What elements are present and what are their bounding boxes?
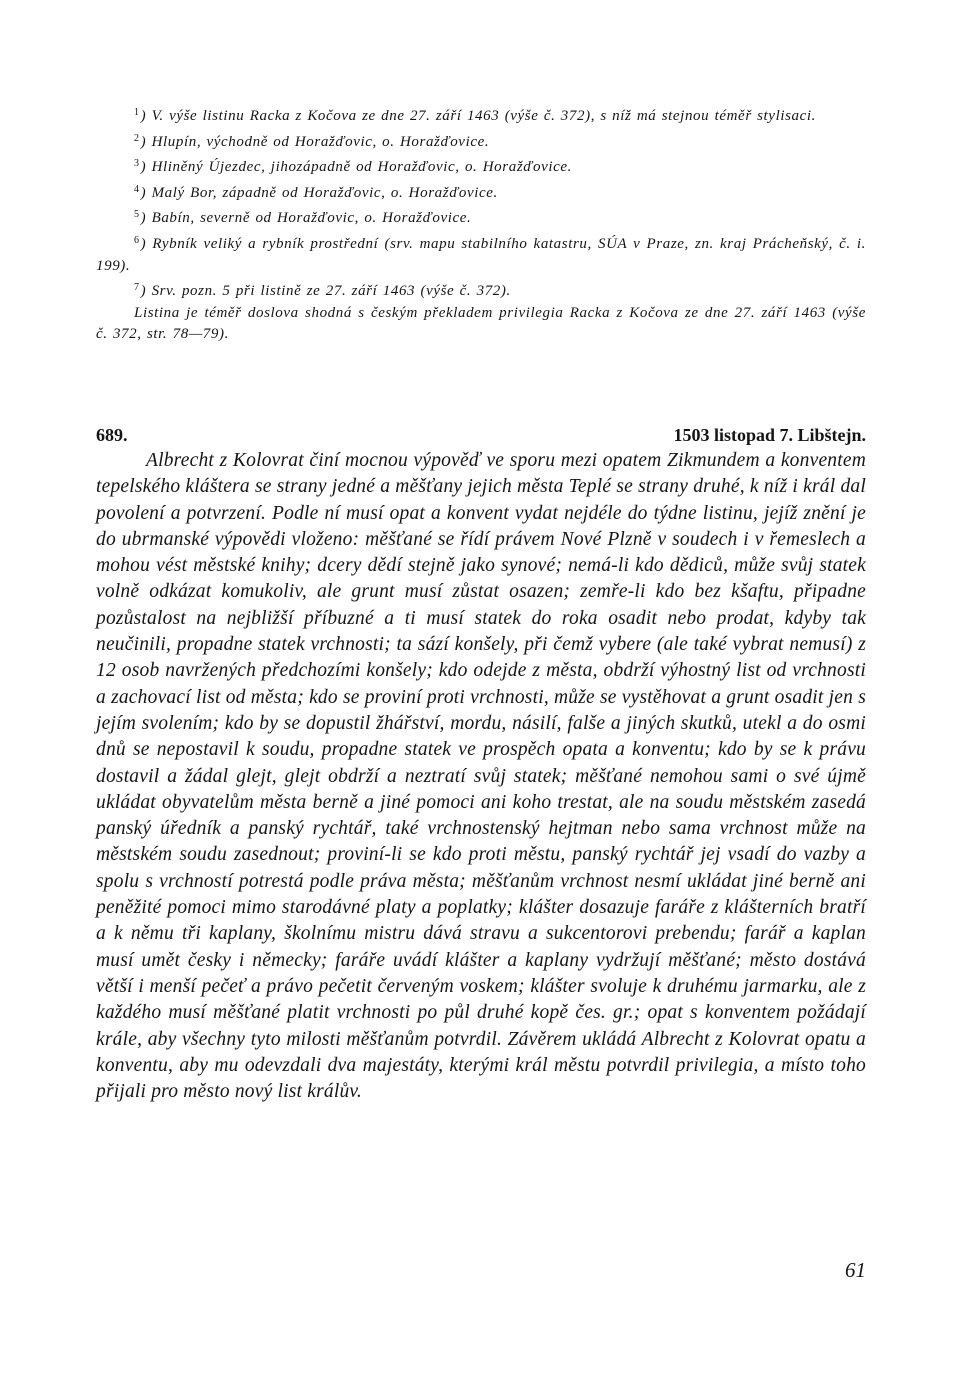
document-date-place: 1503 listopad 7. Libštejn. [673, 425, 866, 445]
footnote-text: Babín, severně od Horažďovic, o. Horažďovice. [151, 210, 472, 227]
footnote-mark: 3 [134, 158, 140, 170]
footnote-mark: 4 [134, 183, 140, 195]
footnote-text: Hliněný Újezdec, jihozápadně od Horažďovic, o. Horažďovice. [151, 159, 572, 176]
footnote-mark: 6 [134, 234, 140, 246]
footnote-text: Rybník veliký a rybník prostřední (srv. mapu stabilního katastru, SÚA v Praze, zn. kraj Prácheňský, č. i. 199). [96, 235, 867, 274]
footnote-text: V. výše listinu Racka z Kočova ze dne 27. září 1463 (výše č. 372), s níž má stejnou téměř stylisaci. [151, 108, 817, 124]
footnote-text: Srv. pozn. 5 při listině ze 27. září 1463 (výše č. 372). [151, 283, 511, 300]
footnote-text: Malý Bor, západně od Horažďovic, o. Horažďovice. [151, 184, 498, 201]
editorial-note: Listina je téměř doslova shodná s českým překladem privilegia Racka z Kočova ze dne 27. září 1463 (výše č. 372, str. 78—79). [96, 304, 866, 343]
footnote-7: $^7$) Srv. pozn. 5 při listině ze 27. září 1463 (výše č. 372). [134, 282, 511, 300]
footnote-5: $^5$) Babín, severně od Horažďovic, o. Horažďovice. [134, 209, 472, 227]
footnote-mark: 1 [134, 107, 140, 118]
document-heading [96, 423, 866, 447]
footnote-text: Hlupín, východně od Horažďovic, o. Horažďovice. [151, 133, 490, 150]
footnote-2: $^2$) Hlupín, východně od Horažďovic, o. Horažďovice. [134, 132, 490, 150]
footnote-6: $^6$) Rybník veliký a rybník prostřední (srv. mapu stabilního katastru, SÚA v Praze, zn. kraj Prácheňský, č. i. 199). [96, 234, 867, 274]
footnote-mark: 7 [134, 282, 140, 294]
regest-text: Albrecht z Kolovrat činí mocnou výpověď ve sporu mezi opatem Zikmundem a konventem tepelského kláštera se strany jedné a měšťany jejich města Teplé se strany druhé, k níž i král dal povolení a potvrzení. Podle ní musí opat a konvent vydat nejdéle do týdne listinu, jejíž znění je do ubrmanské výpovědi vloženo: měšťané se řídí právem Nové Plzně v soudech i v řemeslech a mohou vést městské knihy; dcery dědí stejně jako synové; nemá-li kdo dědiců, může svůj statek volně odkázat komukoliv, ale grunt musí zůstat osazen; zemře-li kdo bez kšaftu, připadne pozůstalost na nejbližší příbuzné a ti musí statek do roka osadit nebo prodat, kdyby tak neučinili, propadne statek vrchnosti; ta sází konšely, při čemž vybere (ale také vybrat nemusí) z 12 osob navržených předchozími konšely; kdo odejde z města, obdrží výhostný list od vrchnosti a zachovací list od města; kdo se proviní proti vrchnosti, může se vystěhovat a grunt osadit jen s jejím svolením; kdo by se dopustil žhářství, mordu, násilí, falše a jiných skutků, utekl a do osmi dnů se nepostavil k soudu, propadne statek ve prospěch opata a konventu; kdo by se k právu dostavil a žádal glejt, glejt obdrží a neztratí svůj statek; měšťané nemohou sami o své újmě ukládat obyvatelům města berně a jiné pomoci ani koho trestat, ale na soudu městském zasedá panský úředník a panský rychtář, také vrchnostenský hejtman nebo sama vrchnost může na městském soudu zasednout; proviní-li se kdo proti městu, panský rychtář jej vsadí do vazby a spolu s vrchností potrestá podle práva města; měšťanům vrchnost nesmí ukládat jiné berně ani peněžité pomoci mimo starodávné platy a poplatky; klášter dosazuje faráře z klášterních bratří a k němu tři kaplany, školnímu mistru dává stravu a sukcentorovi prebendu; farář a kaplan musí umět česky i německy; faráře uvádí klášter a kaplany vydržují měšťané; město dostává větší i menší pečeť a právo pečetit červeným voskem; klášter svoluje k druhému jarmarku, ale z každého musí měšťané platit vrchnosti po půl druhé kopě čes. gr.; opat s konventem požádají krále, aby všechny tyto milosti měšťanům potvrdil. Závěrem ukládá Albrecht z Kolovrat opatu a konventu, aby mu odevzdali dva majestáty, kterými král městu potvrdil privilegia, a místo toho přijali pro město nový list králův. [96, 450, 866, 1103]
footnote-3: $^3$) Hliněný Újezdec, jihozápadně od Horažďovic, o. Horažďovice. [134, 158, 572, 176]
footnote-4: $^4$) Malý Bor, západně od Horažďovic, o. Horažďovice. [134, 183, 498, 201]
footnote-1: $^1$) V. výše listinu Racka z Kočova ze dne 27. září 1463 (výše č. 372), s níž má stejnou téměř stylisaci. [134, 107, 817, 124]
footnotes [96, 102, 866, 346]
footnote-mark: 2 [134, 132, 140, 144]
document-number: 689. [96, 425, 128, 445]
footnote-mark: 5 [134, 209, 140, 221]
page-number: 61 [845, 1258, 866, 1282]
